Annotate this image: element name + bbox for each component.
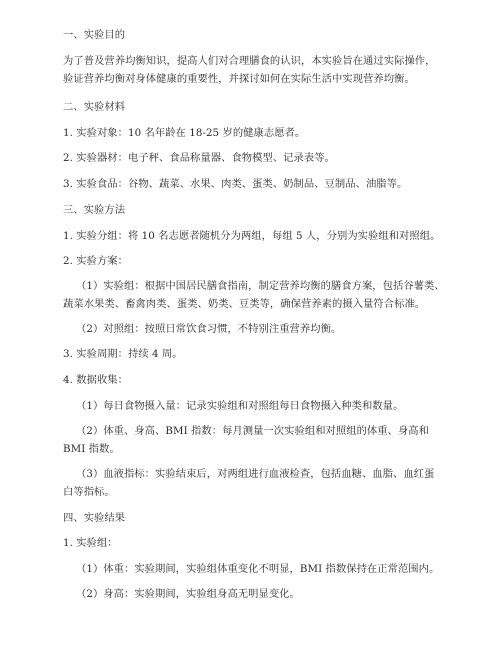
sub-item: （2）身高：实验期间，实验组身高无明显变化。 bbox=[76, 588, 300, 600]
sub-item: （3）血液指标：实验结束后，对两组进行血液检查，包括血糖、血脂、血红蛋 bbox=[76, 468, 435, 480]
sub-item-continuation: 白等指标。 bbox=[63, 486, 115, 498]
list-item: 3. 实验食品：谷物、蔬菜、水果、肉类、蛋类、奶制品、豆制品、油脂等。 bbox=[63, 178, 408, 190]
list-item: 1. 实验对象：10 名年龄在 18-25 岁的健康志愿者。 bbox=[63, 127, 306, 139]
sub-item: （1）每日食物摄入量：记录实验组和对照组每日食物摄入种类和数量。 bbox=[76, 400, 404, 412]
list-item: 3. 实验周期：持续 4 周。 bbox=[63, 348, 183, 360]
paragraph-line: 验证营养均衡对身体健康的重要性，并探讨如何在实际生活中实现营养均衡。 bbox=[63, 73, 415, 85]
list-item: 1. 实验组： bbox=[63, 537, 118, 549]
section-heading-purpose: 一、实验目的 bbox=[63, 29, 126, 41]
sub-item: （1）实验组：根据中国居民膳食指南，制定营养均衡的膳食方案，包括谷薯类、 bbox=[76, 280, 445, 292]
sub-item: （2）体重、身高、BMI 指数：每月测量一次实验组和对照组的体重、身高和 bbox=[76, 425, 430, 437]
sub-item-continuation: BMI 指数。 bbox=[63, 443, 120, 455]
list-item: 4. 数据收集： bbox=[63, 374, 128, 386]
sub-item: （2）对照组：按照日常饮食习惯，不特别注重营养均衡。 bbox=[76, 323, 342, 335]
section-heading-materials: 二、实验材料 bbox=[63, 101, 126, 113]
list-item: 2. 实验方案： bbox=[63, 255, 128, 267]
list-item: 2. 实验器材：电子秤、食品称量器、食物模型、记录表等。 bbox=[63, 152, 335, 164]
section-heading-results: 四、实验结果 bbox=[63, 512, 126, 524]
section-heading-methods: 三、实验方法 bbox=[63, 204, 126, 216]
list-item: 1. 实验分组：将 10 名志愿者随机分为两组，每组 5 人，分别为实验组和对照组。 bbox=[63, 230, 441, 242]
sub-item: （1）体重：实验期间，实验组体重变化不明显，BMI 指数保持在正常范围内。 bbox=[76, 563, 440, 575]
sub-item-continuation: 蔬菜水果类、畜禽肉类、蛋类、奶类、豆类等，确保营养素的摄入量符合标准。 bbox=[63, 298, 426, 310]
paragraph-line: 为了普及营养均衡知识，提高人们对合理膳食的认识，本实验旨在通过实际操作， bbox=[63, 55, 436, 67]
